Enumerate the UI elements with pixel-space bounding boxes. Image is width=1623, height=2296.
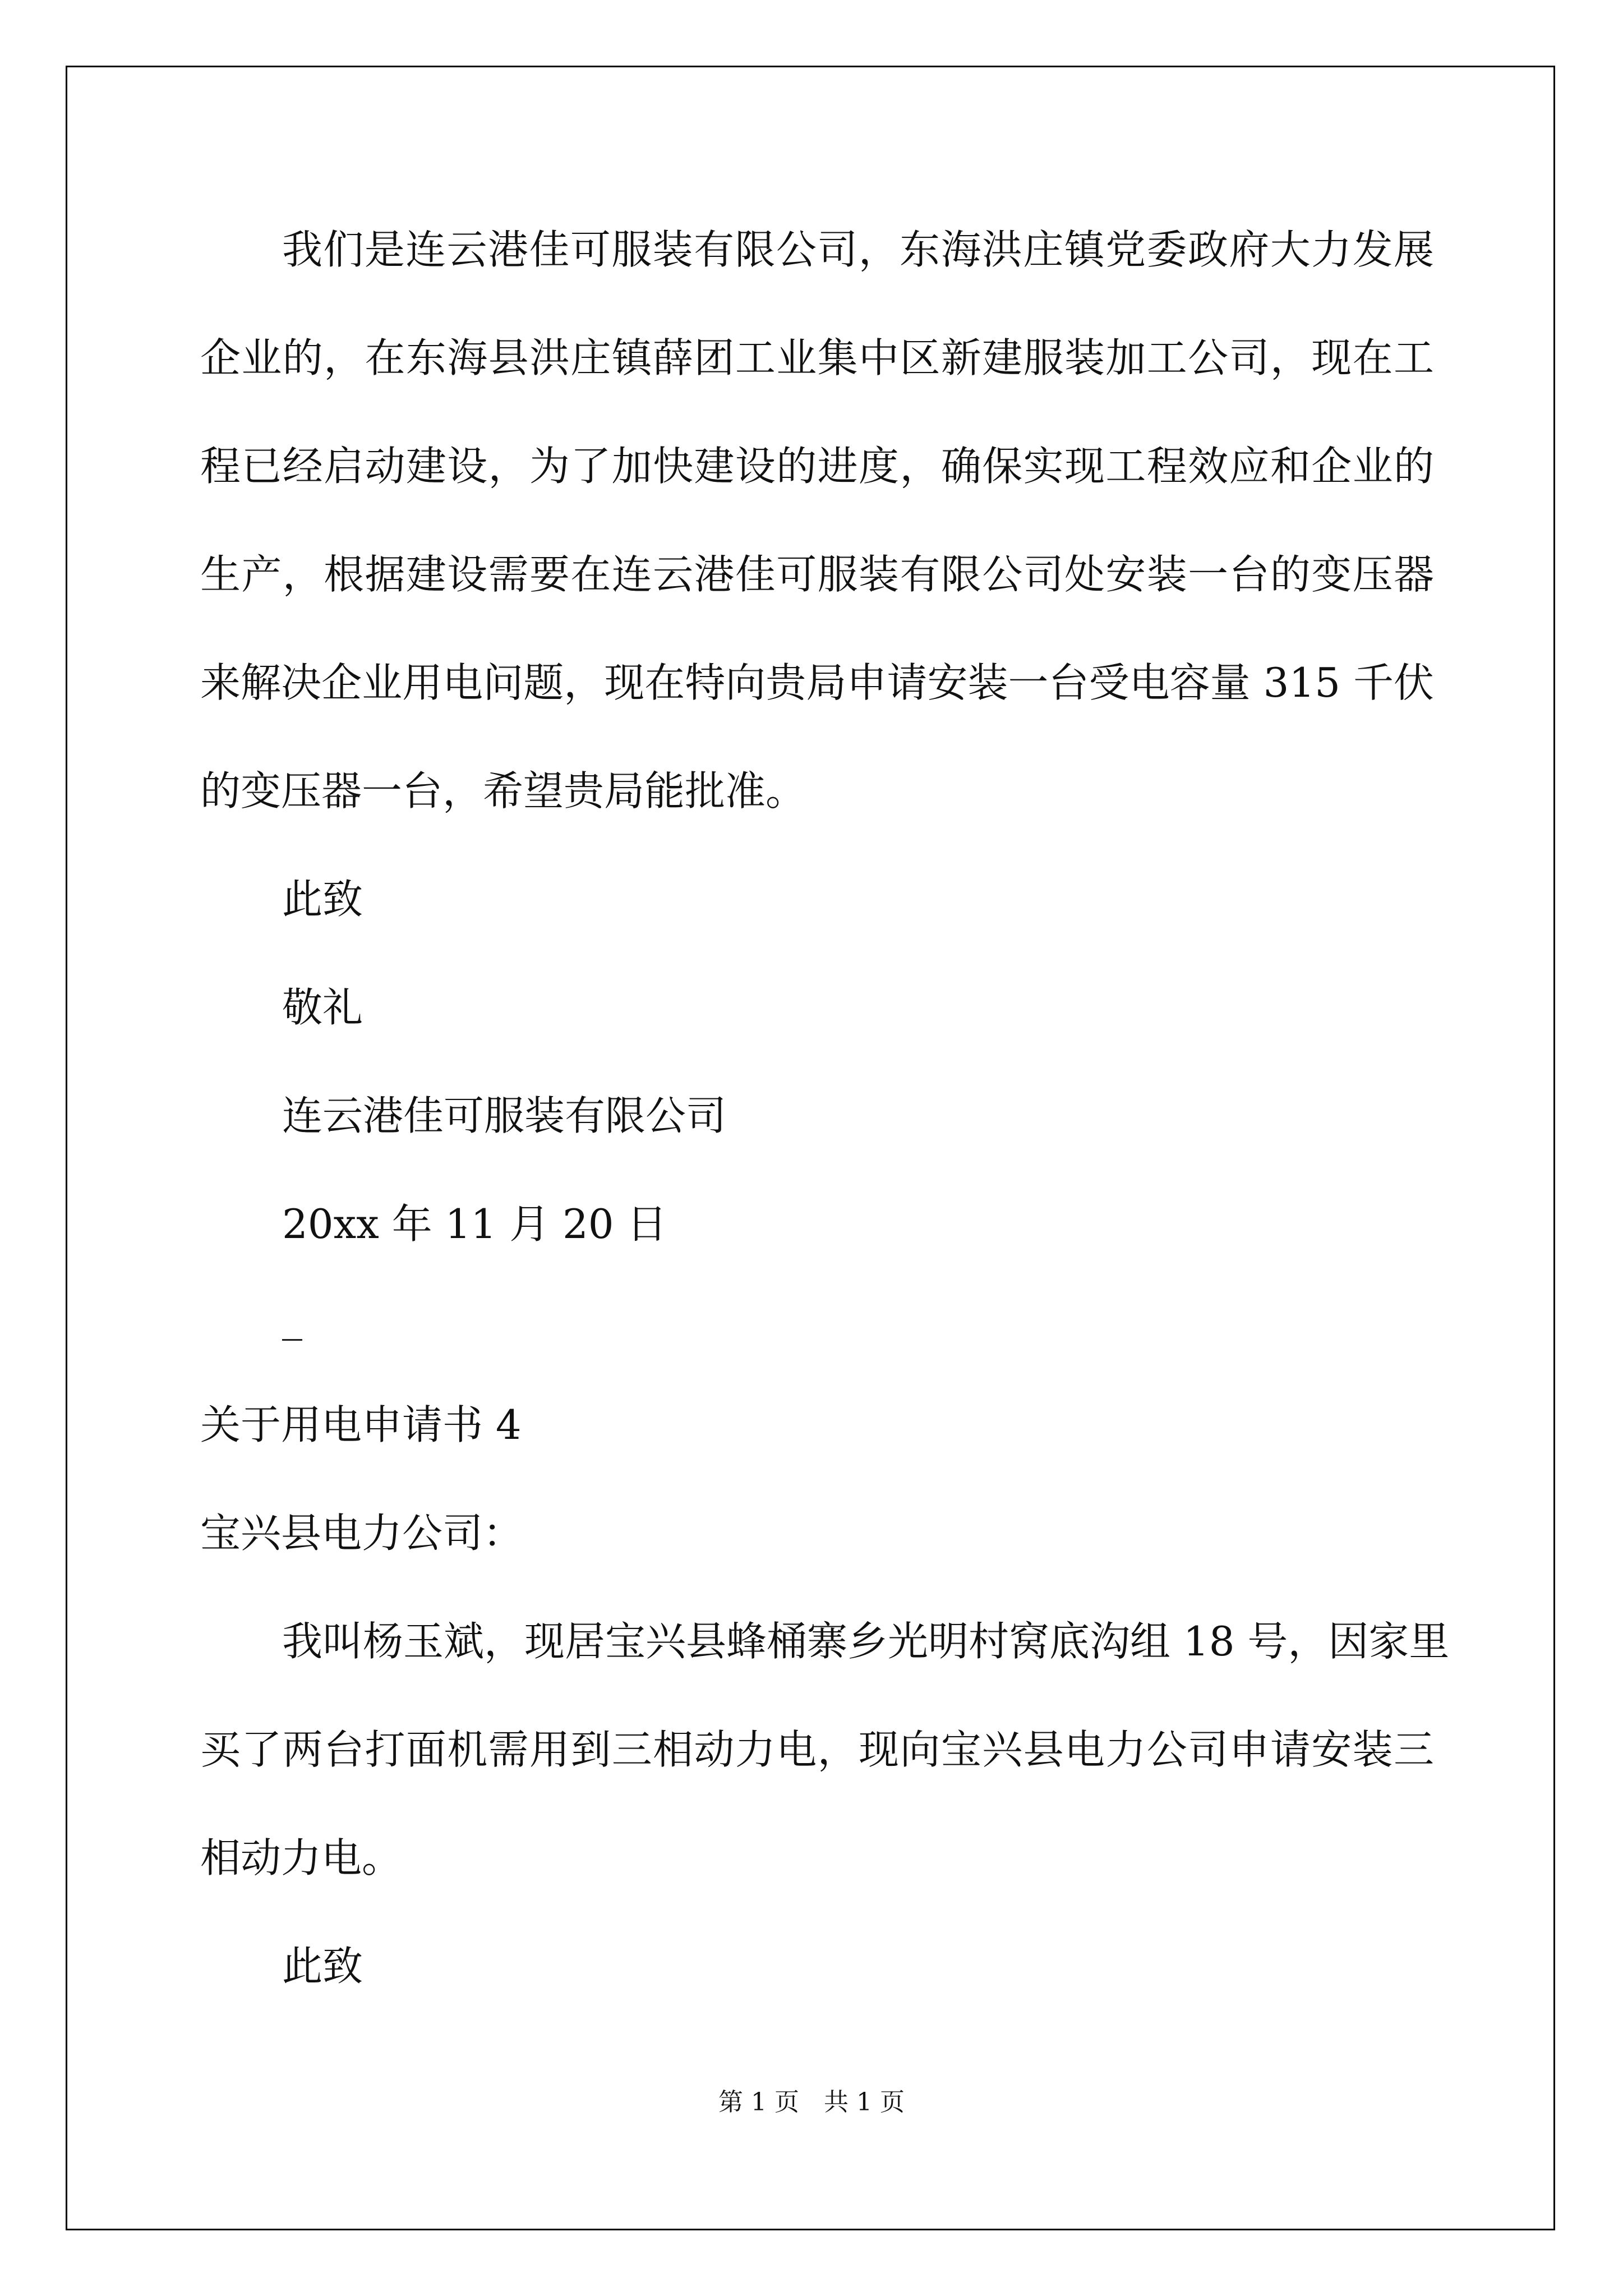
- salutation-text: 敬礼: [282, 984, 363, 1031]
- closing-text: 此致: [282, 876, 363, 923]
- paragraph-1-line-1: 我们是连云港佳可服装有限公司，东海洪庄镇党委政府大力发展: [282, 226, 1434, 273]
- paragraph-2-line-3: 相动力电。: [200, 1834, 403, 1881]
- signature-company: 连云港佳可服装有限公司: [282, 1092, 727, 1139]
- paragraph-2-line-1: 我叫杨玉斌，现居宝兴县蜂桶寨乡光明村窝底沟组 18 号，因家里: [282, 1618, 1450, 1665]
- paragraph-1-line-4: 生产，根据建设需要在连云港佳可服装有限公司处安装一台的变压器: [200, 551, 1434, 598]
- addressee: 宝兴县电力公司：: [200, 1510, 524, 1557]
- page-footer: 第 1 页 共 1 页: [718, 2088, 905, 2116]
- separator-mark: _: [282, 1294, 302, 1341]
- page-border: [66, 66, 1555, 2230]
- signature-date: 20xx 年 11 月 20 日: [282, 1200, 667, 1248]
- section-title: 关于用电申请书 4: [200, 1401, 522, 1448]
- paragraph-1-line-2: 企业的，在东海县洪庄镇薛团工业集中区新建服装加工公司，现在工: [200, 334, 1434, 381]
- paragraph-1-line-6: 的变压器一台，希望贵局能批准。: [200, 767, 806, 815]
- paragraph-1-line-3: 程已经启动建设，为了加快建设的进度，确保实现工程效应和企业的: [200, 443, 1434, 490]
- paragraph-2-line-2: 买了两台打面机需用到三相动力电，现向宝兴县电力公司申请安装三: [200, 1726, 1434, 1773]
- closing-text-2: 此致: [282, 1943, 363, 1990]
- paragraph-1-line-5: 来解决企业用电问题，现在特向贵局申请安装一台受电容量 315 千伏: [200, 659, 1434, 706]
